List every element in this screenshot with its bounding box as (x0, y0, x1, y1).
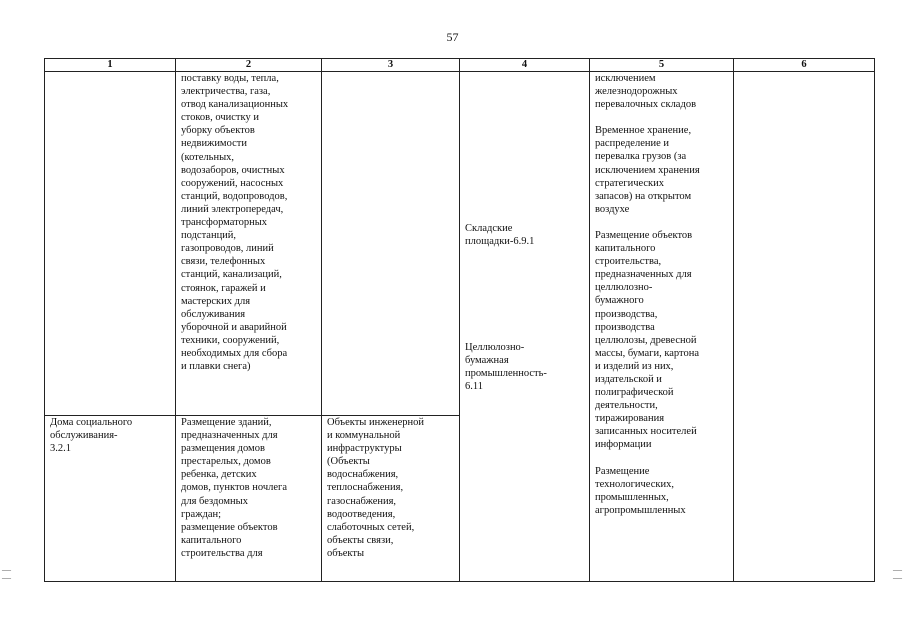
left-margin-marks: — — (2, 565, 11, 583)
table-header-row (45, 59, 875, 72)
row1-col1-cell (45, 72, 176, 416)
description-para-2: Временное хранение, распределение и перевалка грузов (за исключением хранения стратегических запасов) на открытом воздухе (595, 125, 700, 215)
row2-col3-cell: Объекты инженерной и коммунальной инфраструктуры (Объекты водоснабжения, теплоснабжения, газоснабжения, водоотведения, слаботочных сетей, объекты связи, объекты (322, 416, 460, 582)
row1-col2-cell: поставку воды, тепла, электричества, газа, отвод канализационных стоков, очистку и уборку объектов недвижимости (котельных, водозаборов, очистных сооружений, насосных станций, водопроводов, линий электропередач, трансформаторных подстанций, газопроводов, линий связи, телефонных станций, канализаций, стоянок, гаражей и мастерских для обслуживания уборочной и аварийной техники, сооружений, необходимых для сбора и плавки снега) (176, 72, 322, 416)
row1-col3-cell (322, 72, 460, 416)
use-code-warehouse-sites: Складские площадки-6.9.1 (465, 223, 535, 248)
column-header-2: 2 (176, 59, 322, 72)
row2-col1-cell: Дома социального обслуживания- 3.2.1 (45, 416, 176, 582)
use-description-cell (590, 72, 734, 582)
description-para-4: Размещение технологических, промышленных, агропромышленных (595, 465, 686, 516)
use-code-pulp-paper-industry: Целлюлозно- бумажная промышленность- 6.11 (465, 342, 547, 393)
page-number: 57 (446, 30, 459, 44)
row2-col2-cell: Размещение зданий, предназначенных для размещения домов престарелых, домов ребенка, детских домов, пунктов ночлега для бездомных граждан; размещение объектов капитального строительства для (176, 416, 322, 582)
column-header-6: 6 (734, 59, 875, 72)
column-header-3: 3 (322, 59, 460, 72)
column-header-4: 4 (460, 59, 590, 72)
column-header-1: 1 (45, 59, 176, 72)
permitted-use-codes-cell (460, 72, 590, 582)
table-row (45, 72, 875, 416)
col6-cell (734, 72, 875, 582)
description-para-3: Размещение объектов капитального строительства, предназначенных для целлюлозно- бумажного производства, производства целлюлозы, древесной массы, бумаги, картона и изделий из них, издательской и полиграфической деятельности, тиражирования записанных носителей информации (595, 229, 700, 451)
column-header-5: 5 (590, 59, 734, 72)
right-margin-marks: — — (893, 565, 902, 583)
zoning-table (44, 58, 875, 582)
description-para-1: исключением железнодорожных перевалочных складов (595, 73, 697, 111)
